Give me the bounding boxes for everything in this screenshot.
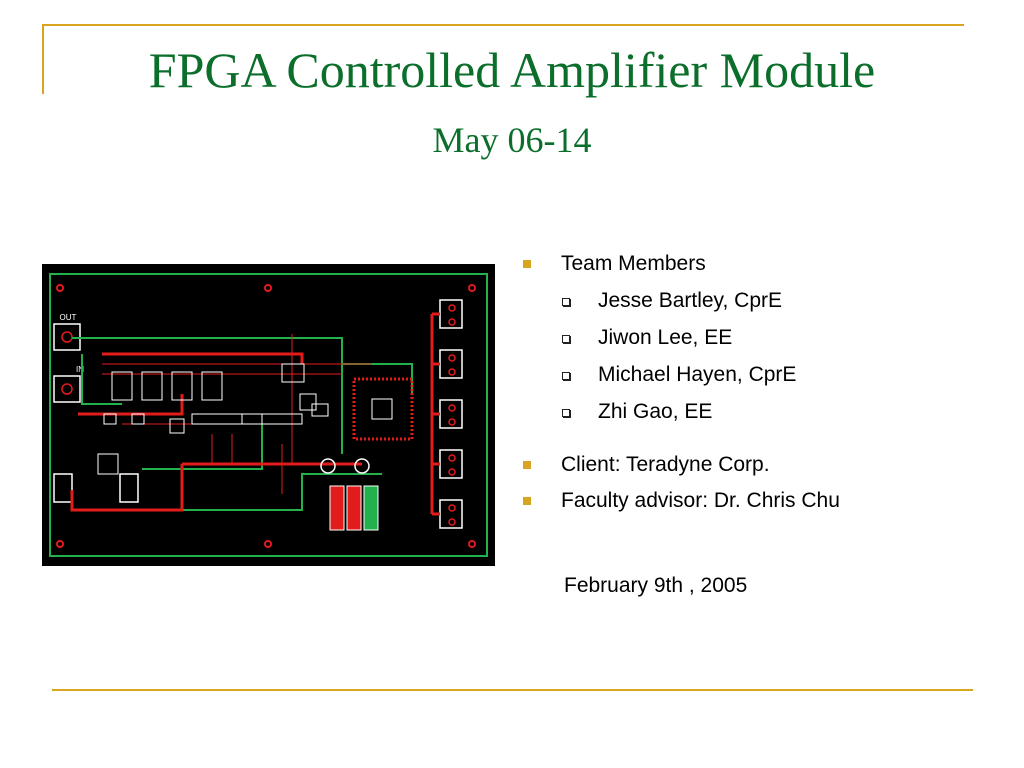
square-bullet-icon: [523, 461, 531, 469]
square-bullet-icon: [523, 497, 531, 505]
hollow-square-bullet-icon: [562, 372, 570, 380]
list-spacer: [520, 432, 1000, 449]
team-member-item: [520, 395, 1000, 432]
team-member-name: Zhi Gao, EE: [598, 400, 713, 423]
hollow-square-bullet-icon: [562, 409, 570, 417]
team-member-name: Jesse Bartley, CprE: [598, 289, 783, 312]
team-member-item: [520, 284, 1000, 321]
team-member-item: [520, 358, 1000, 395]
hollow-square-bullet-icon: [562, 298, 570, 306]
bullet-client: [520, 449, 1000, 485]
bullet-advisor: [520, 485, 1000, 521]
bottom-frame-line: [52, 689, 973, 691]
hollow-square-bullet-icon: [562, 335, 570, 343]
slide-title: FPGA Controlled Amplifier Module: [148, 42, 876, 98]
pcb-label-out: OUT: [59, 313, 77, 322]
team-member-name: Jiwon Lee, EE: [598, 326, 733, 349]
advisor-text: Faculty advisor: Dr. Chris Chu: [561, 489, 840, 512]
team-members-heading: Team Members: [561, 252, 706, 275]
presentation-date: February 9th , 2005: [564, 574, 748, 597]
team-member-name: Michael Hayen, CprE: [598, 363, 797, 386]
client-text: Client: Teradyne Corp.: [561, 453, 770, 476]
content-list: [520, 248, 1000, 521]
pcb-layout-image: [42, 264, 495, 566]
team-member-item: [520, 321, 1000, 358]
square-bullet-icon: [523, 260, 531, 268]
slide-subtitle: May 06-14: [432, 120, 592, 160]
pcb-label-in: IN: [76, 365, 84, 374]
top-frame-line: [42, 24, 964, 26]
bullet-team-members: [520, 248, 1000, 284]
